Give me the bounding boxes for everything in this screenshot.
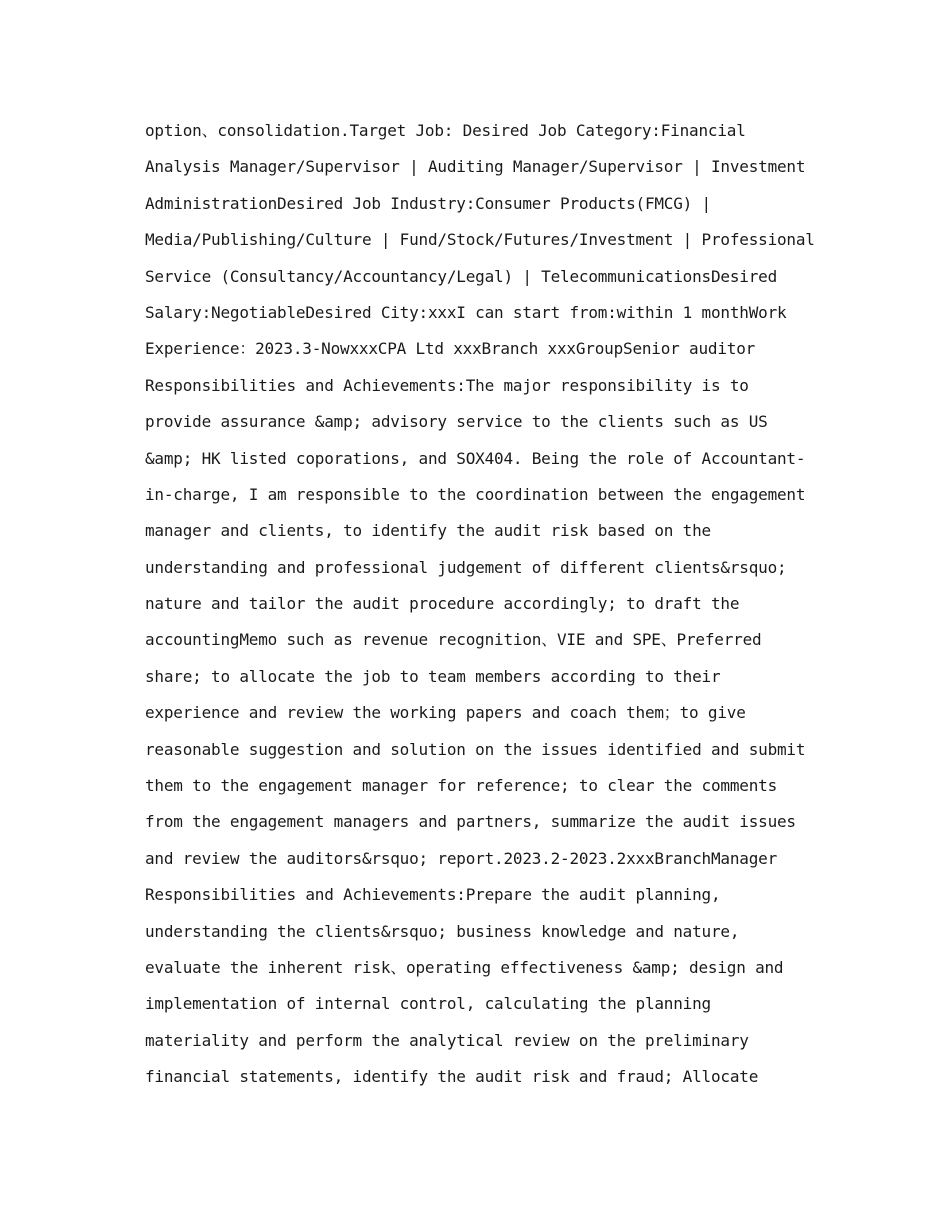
text-line: accountingMemo such as revenue recognition、VIE and SPE、Preferred bbox=[145, 630, 762, 650]
text-line: and review the auditors&rsquo; report.2023.2-2023.2xxxBranchManager bbox=[145, 848, 777, 868]
text-line: Media/Publishing/Culture | Fund/Stock/Futures/Investment | Professional bbox=[145, 230, 815, 250]
text-line: AdministrationDesired Job Industry:Consumer Products(FMCG) | bbox=[145, 193, 711, 213]
text-line: understanding and professional judgement of different clients&rsquo; bbox=[145, 557, 787, 577]
text-line: Experience：2023.3-NowxxxCPA Ltd xxxBranch xxxGroupSenior auditor bbox=[145, 339, 756, 359]
text-line: evaluate the inherent risk、operating effectiveness &amp; design and bbox=[145, 957, 784, 977]
text-line: share; to allocate the job to team members according to their bbox=[145, 666, 721, 686]
text-line: nature and tailor the audit procedure accordingly; to draft the bbox=[145, 594, 740, 614]
text-line: them to the engagement manager for reference; to clear the comments bbox=[145, 776, 777, 796]
text-line: provide assurance &amp; advisory service to the clients such as US bbox=[145, 412, 768, 432]
text-line: option、consolidation.Target Job: Desired Job Category:Financial bbox=[145, 121, 746, 140]
text-line: Salary:NegotiableDesired City:xxxI can start from:within 1 monthWork bbox=[145, 302, 787, 322]
text-line: manager and clients, to identify the audit risk based on the bbox=[145, 521, 711, 541]
text-line: &amp; HK listed coporations, and SOX404. Being the role of Accountant- bbox=[145, 448, 806, 468]
text-line: Service (Consultancy/Accountancy/Legal) | TelecommunicationsDesired bbox=[145, 266, 777, 286]
text-line: understanding the clients&rsquo; business knowledge and nature, bbox=[145, 921, 740, 941]
text-line: reasonable suggestion and solution on the issues identified and submit bbox=[145, 739, 806, 759]
resume-text-body bbox=[145, 113, 825, 1096]
text-line: materiality and perform the analytical review on the preliminary bbox=[145, 1030, 749, 1050]
text-line: Analysis Manager/Supervisor | Auditing Manager/Supervisor | Investment bbox=[145, 157, 806, 177]
text-line: implementation of internal control, calculating the planning bbox=[145, 994, 711, 1014]
text-line: in-charge, I am responsible to the coordination between the engagement bbox=[145, 484, 806, 504]
text-line: from the engagement managers and partners, summarize the audit issues bbox=[145, 812, 796, 832]
text-line: financial statements, identify the audit risk and fraud; Allocate bbox=[145, 1067, 759, 1087]
text-line: Responsibilities and Achievements:Prepare the audit planning, bbox=[145, 885, 721, 905]
text-line: Responsibilities and Achievements:The major responsibility is to bbox=[145, 375, 749, 395]
text-line: experience and review the working papers and coach them；to give bbox=[145, 703, 746, 723]
